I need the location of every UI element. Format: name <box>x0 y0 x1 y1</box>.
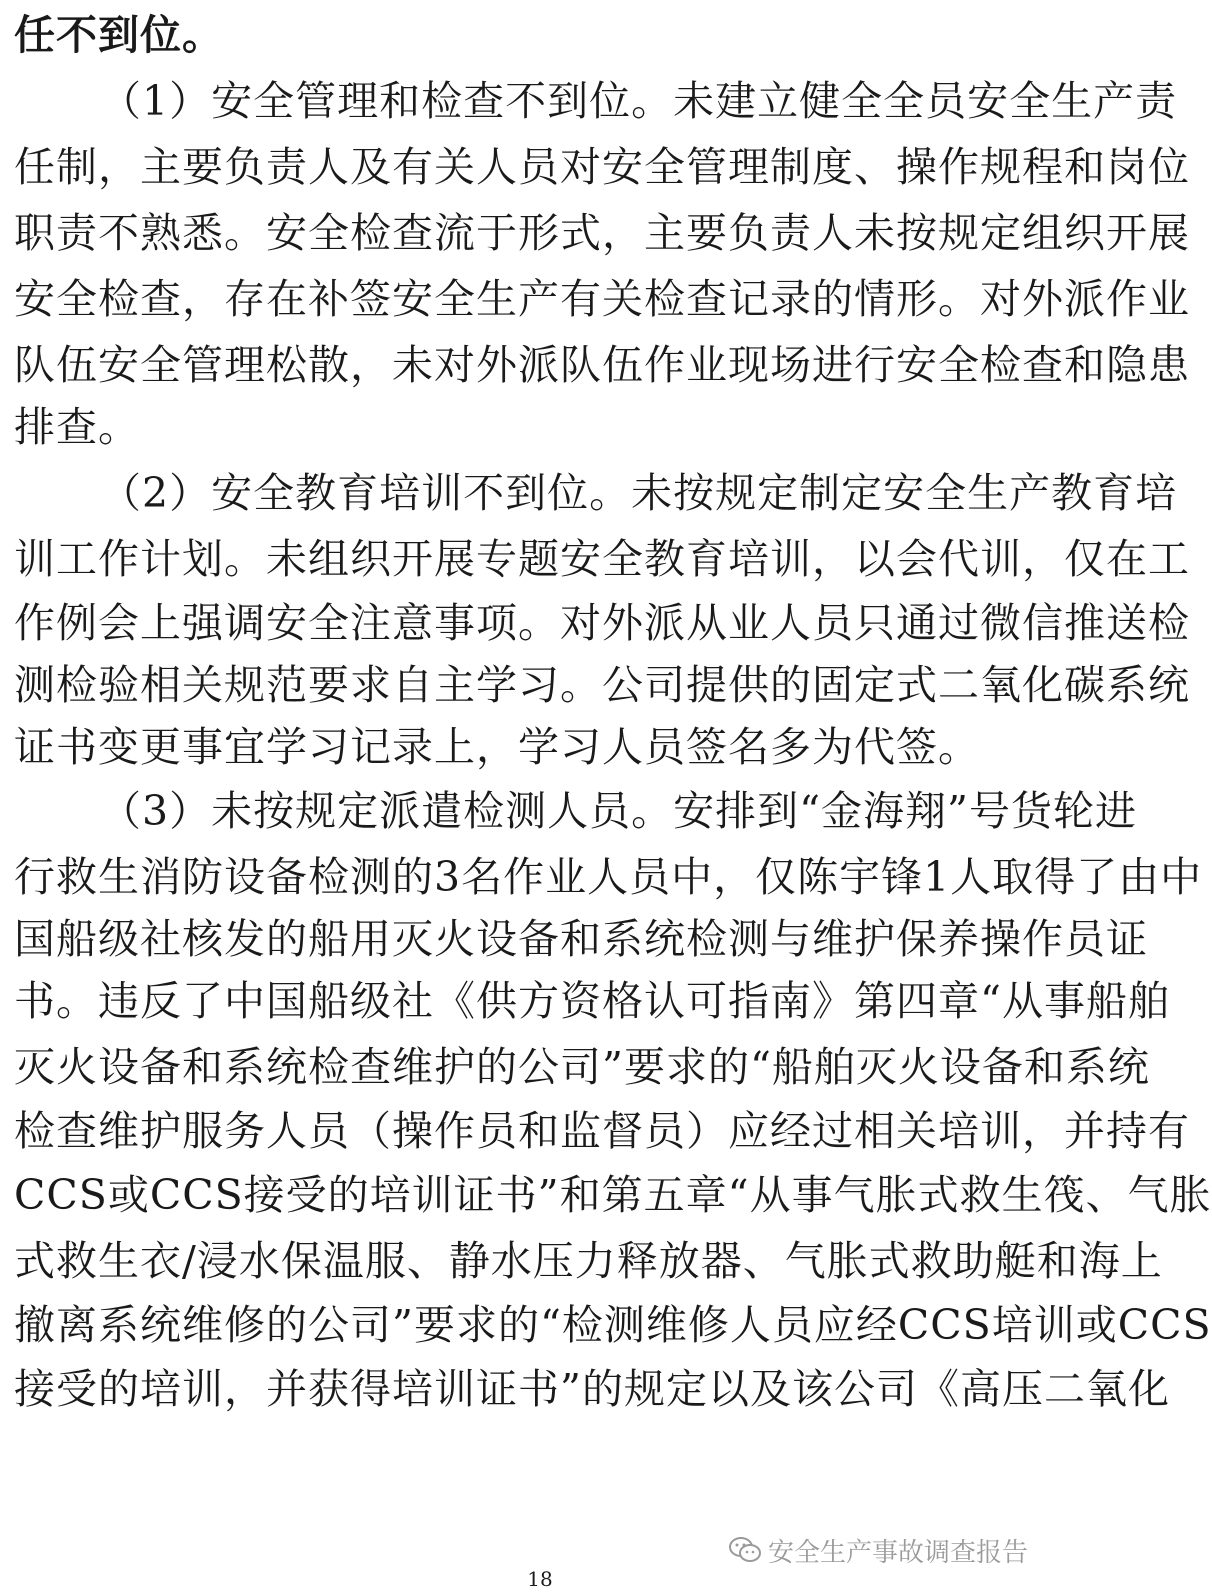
text-line-15: 国船级社核发的船用灭火设备和系统检测与维护保养操作员证 <box>14 915 1148 963</box>
watermark <box>728 1530 1028 1570</box>
text-line-21: 撤离系统维修的公司”要求的“检测维修人员应经CCS培训或CCS <box>14 1301 1212 1349</box>
text-line-2: （1）安全管理和检查不到位。未建立健全全员安全生产责 <box>100 77 1178 125</box>
text-line-6: 队伍安全管理松散，未对外派队伍作业现场进行安全检查和隐患 <box>14 341 1190 389</box>
watermark-text: 安全生产事故调查报告 <box>767 1537 1028 1568</box>
text-line-3: 任制，主要负责人及有关人员对安全管理制度、操作规程和岗位 <box>14 143 1190 191</box>
text-line-10: 作例会上强调安全注意事项。对外派从业人员只通过微信推送检 <box>14 599 1190 647</box>
text-line-22: 接受的培训，并获得培训证书”的规定以及该公司《高压二氧化 <box>14 1365 1170 1413</box>
text-line-20: 式救生衣/浸水保温服、静水压力释放器、气胀式救助艇和海上 <box>14 1237 1163 1285</box>
text-line-9: 训工作计划。未组织开展专题安全教育培训，以会代训，仅在工 <box>14 535 1190 583</box>
page-number: 18 <box>527 1567 553 1591</box>
text-line-12: 证书变更事宜学习记录上，学习人员签名多为代签。 <box>14 723 980 771</box>
text-line-4: 职责不熟悉。安全检查流于形式，主要负责人未按规定组织开展 <box>14 209 1190 257</box>
text-line-16: 书。违反了中国船级社《供方资格认可指南》第四章“从事船舶 <box>14 977 1170 1025</box>
text-line-11: 测检验相关规范要求自主学习。公司提供的固定式二氧化碳系统 <box>14 661 1190 709</box>
text-line-14: 行救生消防设备检测的3名作业人员中，仅陈宇锋1人取得了由中 <box>14 853 1203 901</box>
text-line-1: 任不到位。 <box>14 11 224 59</box>
text-line-7: 排查。 <box>14 403 140 451</box>
text-line-8: （2）安全教育培训不到位。未按规定制定安全生产教育培 <box>100 469 1178 517</box>
text-line-19: CCS或CCS接受的培训证书”和第五章“从事气胀式救生筏、气胀 <box>14 1171 1212 1219</box>
text-line-18: 检查维护服务人员（操作员和监督员）应经过相关培训，并持有 <box>14 1107 1190 1155</box>
text-line-17: 灭火设备和系统检查维护的公司”要求的“船舶灭火设备和系统 <box>14 1043 1150 1091</box>
wechat-icon <box>728 1536 762 1564</box>
text-line-13: （3）未按规定派遣检测人员。安排到“金海翔”号货轮进 <box>100 787 1138 835</box>
text-line-5: 安全检查，存在补签安全生产有关检查记录的情形。对外派作业 <box>14 275 1190 323</box>
